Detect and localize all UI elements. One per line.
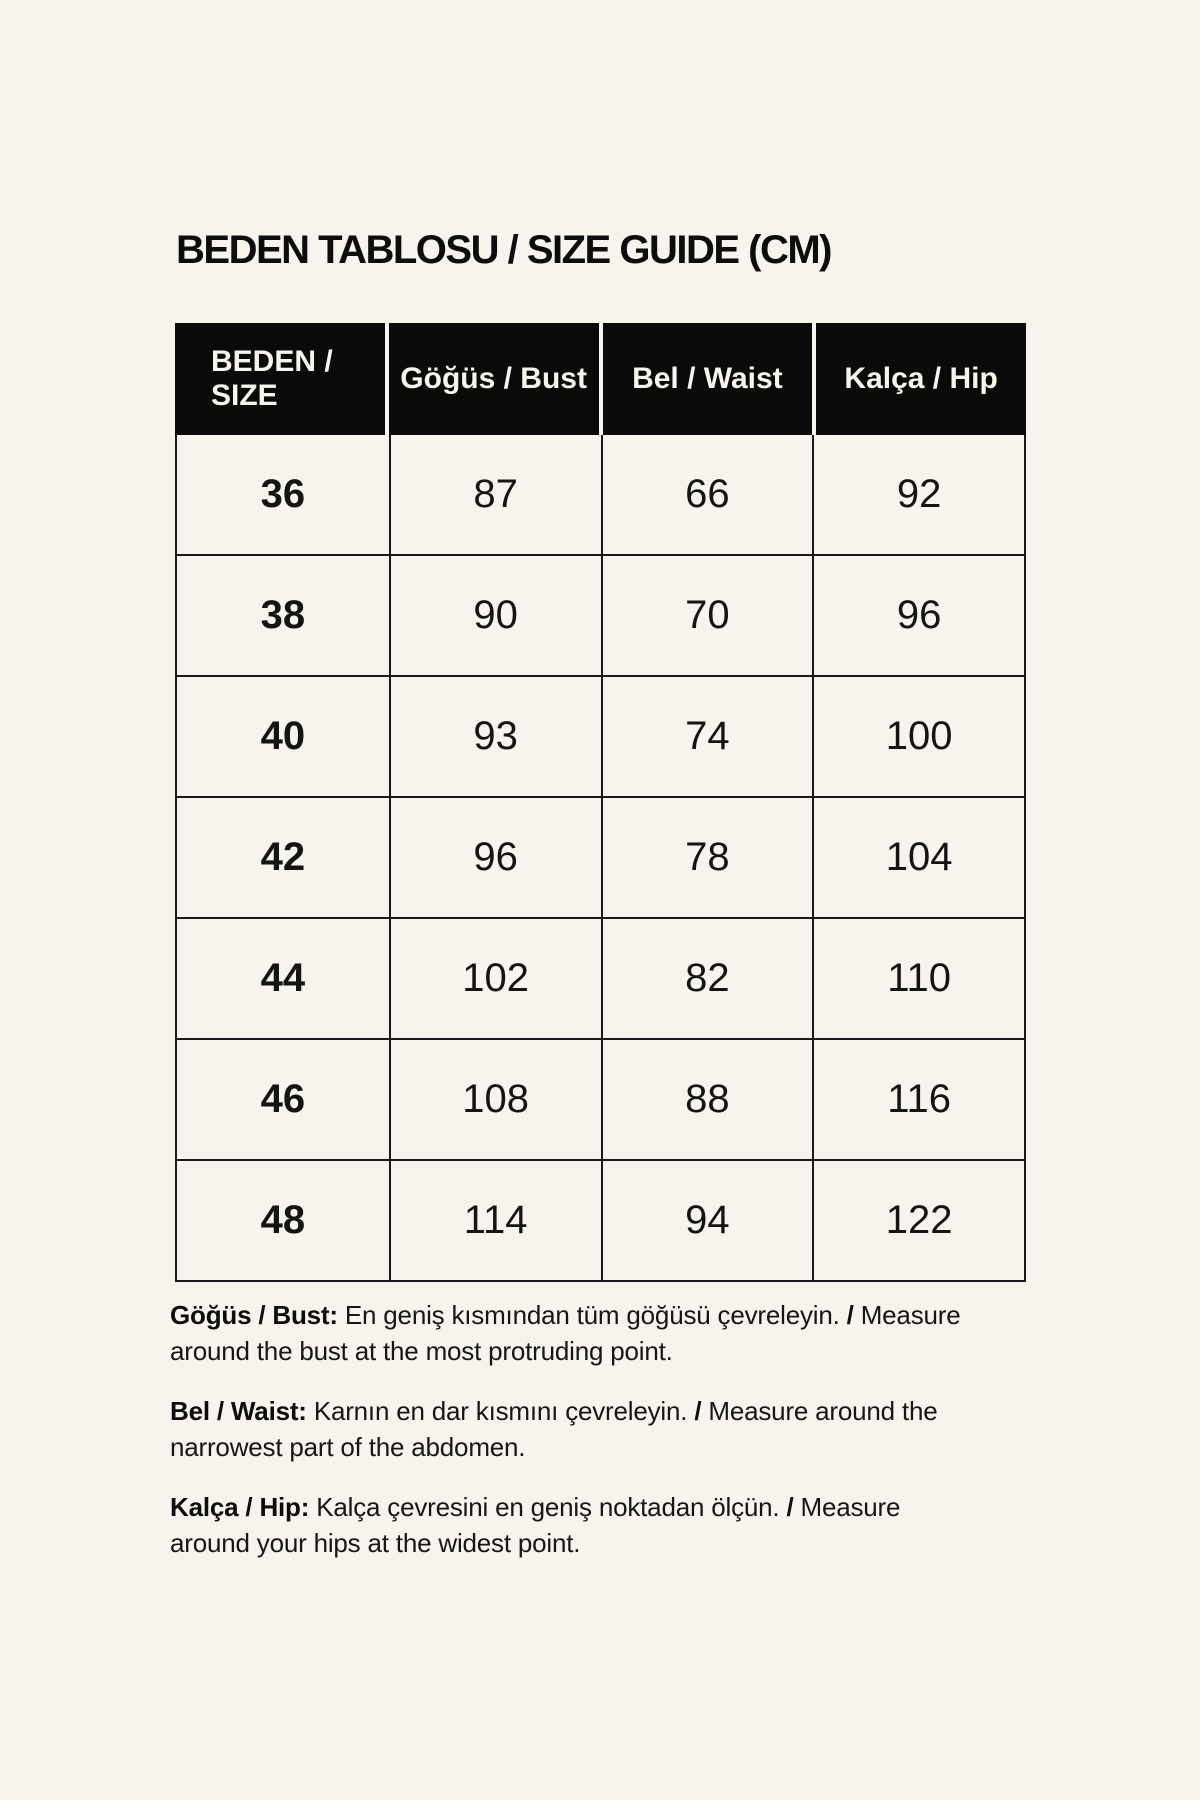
cell-bust: 114	[389, 1161, 601, 1280]
cell-size: 40	[260, 714, 306, 758]
cell-waist: 82	[601, 919, 813, 1038]
table-row-size-42	[177, 796, 1024, 917]
footnote-bust	[170, 1297, 970, 1369]
footnote-waist-en: Measure around the narrowest part of the abdomen.	[170, 1396, 938, 1462]
cell-hip: 100	[812, 677, 1024, 796]
table-row-size-48	[177, 1159, 1024, 1280]
cell-bust: 96	[389, 798, 601, 917]
footnote-hip-tr: Kalça çevresini en geniş noktadan ölçün.	[316, 1492, 780, 1522]
footnote-bust-separator: /	[846, 1300, 854, 1330]
footnote-bust-label: Göğüs / Bust:	[170, 1300, 338, 1330]
cell-hip: 92	[812, 435, 1024, 554]
cell-size: 42	[260, 835, 306, 879]
footnote-hip-separator: /	[786, 1492, 794, 1522]
footnote-hip-label: Kalça / Hip:	[170, 1492, 310, 1522]
cell-bust: 93	[389, 677, 601, 796]
measurement-notes	[170, 1297, 970, 1585]
cell-bust: 90	[389, 556, 601, 675]
footnote-hip-en: Measure around your hips at the widest point.	[170, 1492, 901, 1558]
header-cell-hip: Kalça / Hip	[816, 323, 1026, 435]
header-cell-bust: Göğüs / Bust	[389, 323, 599, 435]
cell-bust: 102	[389, 919, 601, 1038]
footnote-bust-en: Measure around the bust at the most protruding point.	[170, 1300, 961, 1366]
cell-size: 36	[260, 472, 306, 516]
cell-waist: 70	[601, 556, 813, 675]
table-row-size-46	[177, 1038, 1024, 1159]
cell-hip: 110	[812, 919, 1024, 1038]
table-row-size-36	[177, 435, 1024, 554]
cell-waist: 88	[601, 1040, 813, 1159]
cell-waist: 74	[601, 677, 813, 796]
size-table	[175, 323, 1026, 1282]
table-row-size-40	[177, 675, 1024, 796]
cell-hip: 96	[812, 556, 1024, 675]
cell-waist: 78	[601, 798, 813, 917]
header-cell-waist: Bel / Waist	[603, 323, 813, 435]
size-table-body	[175, 435, 1026, 1282]
header-cell-size: BEDEN / SIZE	[175, 323, 385, 435]
footnote-hip	[170, 1489, 970, 1561]
footnote-bust-tr: En geniş kısmından tüm göğüsü çevreleyin.	[344, 1300, 840, 1330]
footnote-waist-tr: Karnın en dar kısmını çevreleyin.	[313, 1396, 688, 1426]
cell-bust: 108	[389, 1040, 601, 1159]
cell-size: 38	[260, 593, 306, 637]
footnote-waist-separator: /	[694, 1396, 702, 1426]
cell-hip: 122	[812, 1161, 1024, 1280]
cell-size: 44	[260, 956, 306, 1000]
cell-size: 46	[260, 1077, 306, 1121]
cell-waist: 66	[601, 435, 813, 554]
footnote-waist-label: Bel / Waist:	[170, 1396, 307, 1426]
cell-waist: 94	[601, 1161, 813, 1280]
table-row-size-44	[177, 917, 1024, 1038]
cell-bust: 87	[389, 435, 601, 554]
cell-hip: 104	[812, 798, 1024, 917]
table-row-size-38	[177, 554, 1024, 675]
footnote-waist	[170, 1393, 970, 1465]
size-table-header-row	[175, 323, 1026, 435]
cell-hip: 116	[812, 1040, 1024, 1159]
page-title: BEDEN TABLOSU / SIZE GUIDE (CM)	[176, 228, 831, 272]
cell-size: 48	[260, 1198, 306, 1242]
